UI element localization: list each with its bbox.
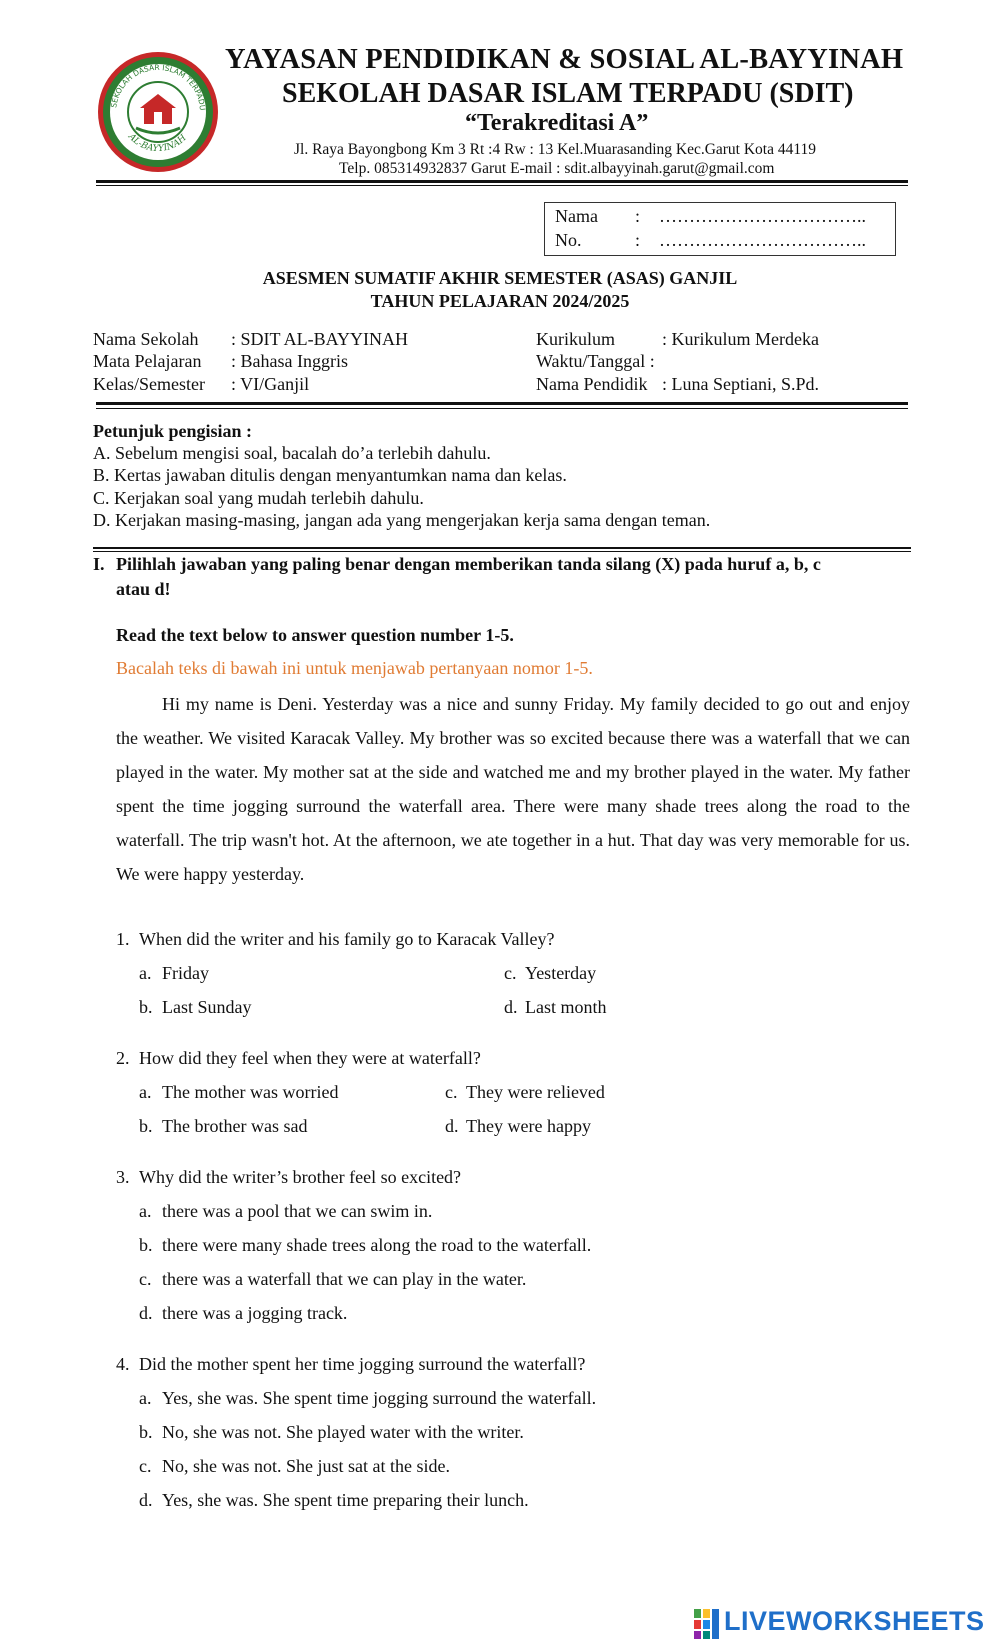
subject-value: : Bahasa Inggris: [231, 351, 348, 371]
option-text[interactable]: there was a pool that we can swim in.: [162, 1201, 433, 1221]
accreditation: “Terakreditasi A”: [465, 110, 649, 136]
option-text[interactable]: Last Sunday: [162, 997, 252, 1017]
instruction-item: B. Kertas jawaban ditulis dengan menyantumkan nama dan kelas.: [93, 465, 567, 485]
info-divider-thin: [96, 408, 908, 409]
class-label: Kelas/Semester: [93, 374, 205, 394]
section-divider-thin: [93, 551, 911, 552]
option-letter[interactable]: d.: [445, 1116, 459, 1136]
option-letter[interactable]: c.: [504, 963, 517, 983]
section-instruction-cont: atau d!: [116, 579, 171, 599]
instruction-item: C. Kerjakan soal yang mudah terlebih dahulu.: [93, 488, 424, 508]
curriculum-label: Kurikulum: [536, 329, 615, 349]
question-text: Why did the writer’s brother feel so excited?: [139, 1167, 462, 1187]
info-divider: [96, 402, 908, 405]
class-value: : VI/Ganjil: [231, 374, 310, 394]
header-divider: [96, 180, 908, 183]
option-text[interactable]: Yesterday: [525, 963, 597, 983]
logo-text-top: SEKOLAH DASAR ISLAM TERPADU: [109, 62, 208, 111]
option-letter[interactable]: d.: [504, 997, 518, 1017]
option-text[interactable]: They were relieved: [466, 1082, 605, 1102]
option-text[interactable]: there was a waterfall that we can play in the water.: [162, 1269, 527, 1289]
liveworksheets-wordmark: LIVEWORKSHEETS: [724, 1606, 985, 1636]
option-letter[interactable]: a.: [139, 1388, 152, 1408]
liveworksheets-icon: [694, 1609, 720, 1639]
option-letter[interactable]: c.: [139, 1456, 152, 1476]
question-text: Did the mother spent her time jogging surround the waterfall?: [139, 1354, 586, 1374]
logo-text-bottom: AL-BAYYINAH: [126, 132, 189, 155]
question-number: 2.: [116, 1048, 130, 1068]
name-field[interactable]: ……………………………..: [659, 206, 866, 226]
option-text[interactable]: No, she was not. She played water with the writer.: [162, 1422, 524, 1442]
curriculum-value: : Kurikulum Merdeka: [662, 329, 819, 349]
time-label: Waktu/Tanggal :: [536, 351, 655, 371]
option-text[interactable]: Yes, she was. She spent time jogging surround the waterfall.: [162, 1388, 597, 1408]
option-text[interactable]: No, she was not. She just sat at the side.: [162, 1456, 450, 1476]
teacher-label: Nama Pendidik: [536, 374, 648, 394]
option-text[interactable]: The brother was sad: [162, 1116, 308, 1136]
section-divider: [93, 547, 911, 549]
option-text[interactable]: Last month: [525, 997, 607, 1017]
option-letter[interactable]: d.: [139, 1303, 153, 1323]
name-label: Nama: [555, 206, 598, 226]
question-text: When did the writer and his family go to Karacak Valley?: [139, 929, 555, 949]
subject-label: Mata Pelajaran: [93, 351, 202, 371]
school-address: Jl. Raya Bayongbong Km 3 Rt :4 Rw : 13 Kel.Muarasanding Kec.Garut Kota 44119: [294, 141, 817, 158]
exam-title: ASESMEN SUMATIF AKHIR SEMESTER (ASAS) GANJIL: [262, 268, 738, 288]
school-label: Nama Sekolah: [93, 329, 199, 349]
school-contact: Telp. 085314932837 Garut E-mail : sdit.albayyinah.garut@gmail.com: [339, 160, 775, 177]
question-number: 1.: [116, 929, 130, 949]
school-name: SEKOLAH DASAR ISLAM TERPADU (SDIT): [282, 78, 854, 109]
no-label: No.: [555, 230, 582, 250]
question-number: 4.: [116, 1354, 130, 1374]
school-logo: [96, 50, 220, 174]
instruction-item: D. Kerjakan masing-masing, jangan ada yang mengerjakan kerja sama dengan teman.: [93, 510, 711, 530]
name-separator: :: [635, 206, 641, 226]
option-text[interactable]: Friday: [162, 963, 209, 983]
student-id-box: [544, 202, 896, 256]
option-letter[interactable]: b.: [139, 1422, 153, 1442]
option-letter[interactable]: c.: [445, 1082, 458, 1102]
option-text[interactable]: there was a jogging track.: [162, 1303, 348, 1323]
option-letter[interactable]: a.: [139, 1201, 152, 1221]
exam-year: TAHUN PELAJARAN 2024/2025: [370, 291, 630, 311]
option-letter[interactable]: b.: [139, 1116, 153, 1136]
header-divider-thin: [96, 185, 908, 186]
instruction-item: A. Sebelum mengisi soal, bacalah do’a terlebih dahulu.: [93, 443, 491, 463]
reading-passage: Hi my name is Deni. Yesterday was a nice and sunny Friday. My family decided to go out and enjoy the weather. We visited Karacak Valley. My brother was so excited because there was a waterfall that we can played in the water. My mother sat at the side and watched me and my brother played in the water. My father spent the time jogging surround the waterfall area. There were many shade trees along the road to the waterfall. The trip wasn't hot. At the afternoon, we ate together in a hut. That day was very memorable for us. We were happy yesterday.: [116, 694, 910, 884]
question-number: 3.: [116, 1167, 130, 1187]
option-letter[interactable]: b.: [139, 1235, 153, 1255]
no-separator: :: [635, 230, 641, 250]
reading-instruction-en: Read the text below to answer question number 1-5.: [116, 625, 514, 645]
option-letter[interactable]: a.: [139, 963, 152, 983]
foundation-name: YAYASAN PENDIDIKAN & SOSIAL AL-BAYYINAH: [225, 44, 904, 75]
option-text[interactable]: They were happy: [466, 1116, 591, 1136]
section-instruction: Pilihlah jawaban yang paling benar dengan memberikan tanda silang (X) pada huruf a, b, c: [116, 554, 821, 574]
option-letter[interactable]: a.: [139, 1082, 152, 1102]
option-letter[interactable]: c.: [139, 1269, 152, 1289]
option-text[interactable]: there were many shade trees along the road to the waterfall.: [162, 1235, 592, 1255]
teacher-value: : Luna Septiani, S.Pd.: [662, 374, 819, 394]
option-letter[interactable]: b.: [139, 997, 153, 1017]
instructions-heading: Petunjuk pengisian :: [93, 421, 253, 441]
question-text: How did they feel when they were at waterfall?: [139, 1048, 481, 1068]
option-text[interactable]: The mother was worried: [162, 1082, 339, 1102]
school-value: : SDIT AL-BAYYINAH: [231, 329, 409, 349]
option-text[interactable]: Yes, she was. She spent time preparing their lunch.: [162, 1490, 529, 1510]
option-letter[interactable]: d.: [139, 1490, 153, 1510]
no-field[interactable]: ……………………………..: [659, 230, 866, 250]
reading-instruction-id: Bacalah teks di bawah ini untuk menjawab pertanyaan nomor 1-5.: [116, 658, 593, 678]
section-number: I.: [93, 554, 105, 574]
